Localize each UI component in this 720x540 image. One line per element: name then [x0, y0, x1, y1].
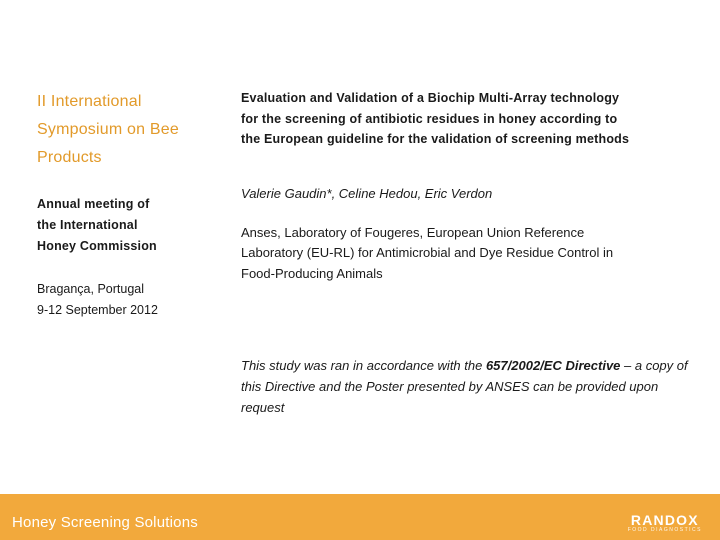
brand-subtitle: FOOD DIAGNOSTICS — [627, 527, 702, 533]
symposium-title — [37, 88, 227, 172]
directive-label: Directive — [565, 358, 621, 373]
location-info — [37, 279, 227, 321]
directive-number: 657/2002/EC — [485, 358, 562, 373]
paper-info — [241, 88, 691, 284]
brand-name: RANDOX — [630, 512, 699, 528]
note-text: – a copy of this Directive and the Poster presented by ANSES can be provided upon request — [241, 358, 688, 415]
title-line: for the screening of antibiotic residues in honey according to — [241, 111, 618, 126]
location-line: Bragança, Portugal — [37, 282, 145, 296]
title-line: the European guideline for the validation of screening methods — [241, 132, 630, 146]
footer-tagline: Honey Screening Solutions — [12, 514, 198, 531]
authors: Valerie Gaudin*, Celine Hedou, Eric Verdon — [241, 185, 493, 201]
randox-logo — [628, 513, 702, 534]
affiliation-line: Anses, Laboratory of Fougeres, European Union Reference — [241, 224, 585, 240]
meeting-line: Honey Commission — [37, 239, 157, 253]
affiliation-line: Laboratory (EU-RL) for Antimicrobial and Dye Residue Control in — [241, 245, 614, 260]
affiliation — [241, 223, 691, 285]
symposium-line: Symposium on Bee — [37, 121, 179, 138]
meeting-line: the International — [37, 218, 138, 232]
paper-title — [241, 88, 691, 150]
date-line: 9-12 September 2012 — [37, 303, 158, 317]
study-note — [241, 355, 691, 418]
meeting-info — [37, 194, 227, 257]
footer-bar — [0, 494, 720, 540]
title-line: Evaluation and Validation of a Biochip Multi-Array technology — [241, 91, 620, 105]
meeting-line: Annual meeting of — [37, 197, 150, 211]
symposium-line: Products — [37, 149, 102, 166]
symposium-line: II International — [37, 93, 142, 110]
event-info — [37, 88, 227, 321]
affiliation-line: Food-Producing Animals — [241, 265, 383, 281]
note-text: This study was ran in accordance with the — [241, 358, 486, 373]
